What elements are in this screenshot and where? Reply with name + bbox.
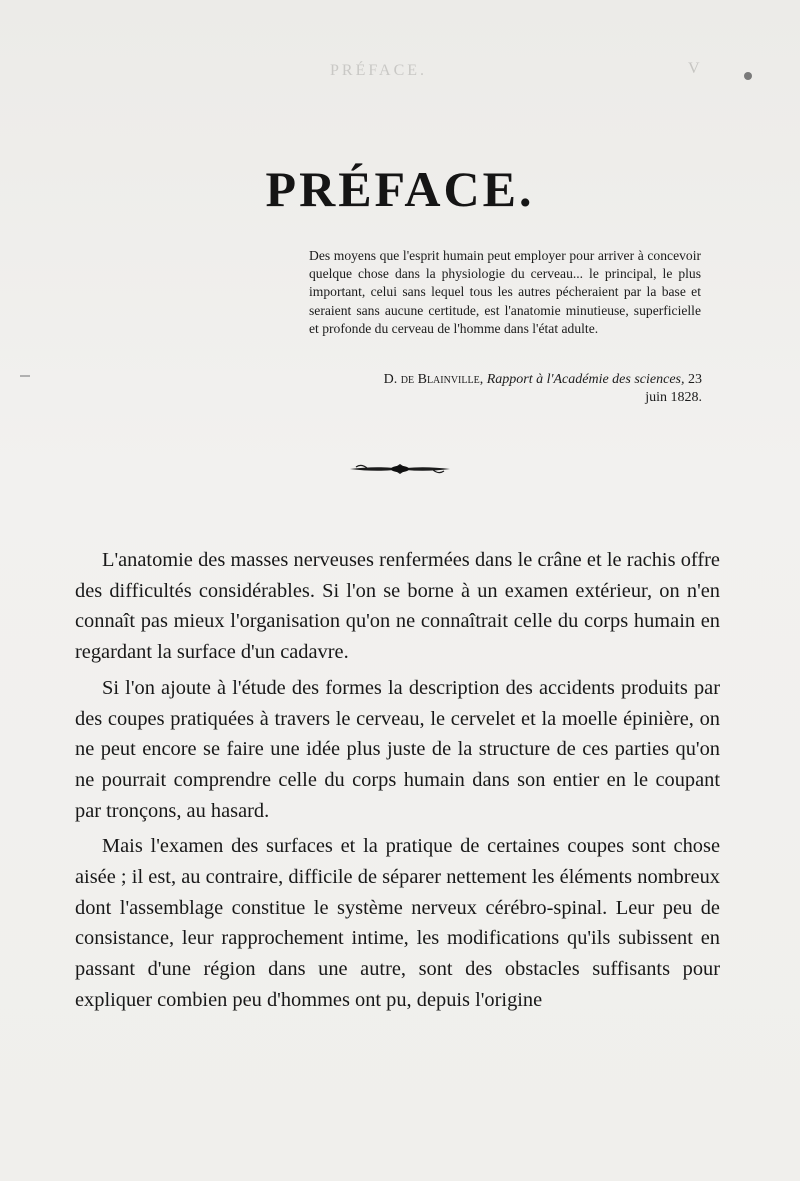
epigraph-date: 23 juin 1828. <box>645 372 702 405</box>
body-text <box>75 545 720 1021</box>
bleed-through-page-number: V <box>688 60 700 77</box>
paragraph: Si l'on ajoute à l'étude des formes la description des accidents produits par des coupes pratiquées à travers le cerveau, le cervelet et la moelle épinière, on ne peut encore se faire une idée plus juste de la structure de ces parties qu'on ne pourrait comprendre celle du corps humain dans son entier en le coupant par tronçons, au hasard. <box>75 676 720 822</box>
epigraph <box>309 247 701 338</box>
page-title: PRÉFACE. <box>265 161 535 217</box>
paragraph: L'anatomie des masses nerveuses renfermées dans le crâne et le rachis offre des difficultés considérables. Si l'on se borne à un examen extérieur, on n'en connaît pas mieux l'organisation qu'on ne connaîtrait celle du corps humain en regardant la surface d'un cadavre. <box>75 549 720 664</box>
epigraph-work: Rapport à l'Académie des sciences, <box>486 372 685 387</box>
ink-spot <box>744 72 752 80</box>
epigraph-author: D. de Blainville, <box>383 372 484 387</box>
ornament-divider-icon <box>348 461 452 477</box>
epigraph-text: Des moyens que l'esprit humain peut employer pour arriver à concevoir quelque chose dans la physiologie du cerveau... le principal, le plus important, celui sans lequel tous les autres pécheraient par la base et seraient sans aucune certitude, est l'anatomie minutieuse, superficielle et profonde du cerveau de l'homme dans l'état adulte. <box>309 248 701 336</box>
margin-mark <box>20 375 30 377</box>
paragraph: Mais l'examen des surfaces et la pratique de certaines coupes sont chose aisée ; il est, au contraire, difficile de séparer nettement les éléments nombreux dont l'assemblage constitue le système nerveux cérébro-spinal. Leur peu de consistance, leur rapprochement intime, les modifications qu'ils subissent en passant d'une région dans une autre, sont des obstacles suffisants pour expliquer combien peu d'hommes ont pu, depuis l'origine <box>75 835 720 1011</box>
epigraph-attribution <box>380 371 702 407</box>
bleed-through-header: PRÉFACE. <box>330 62 428 79</box>
